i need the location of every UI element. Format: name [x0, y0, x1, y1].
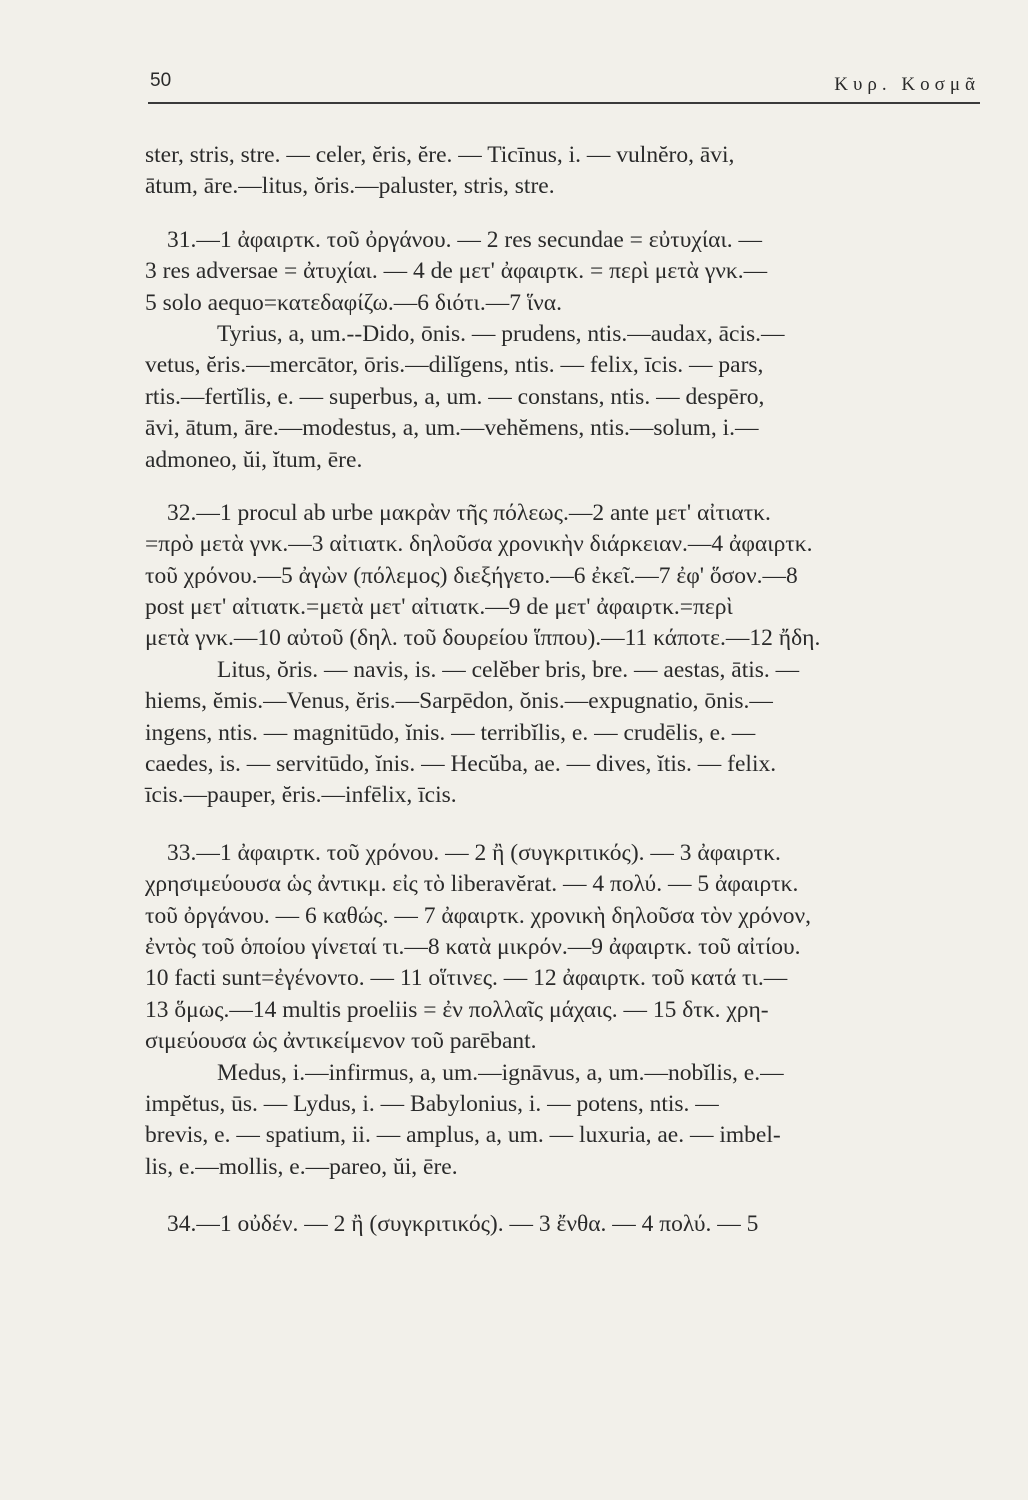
text-line: μετὰ γνκ.—10 αὐτοῦ (δηλ. τοῦ δουρείου ἵππου).—11 κάποτε.—12 ἤδη. [145, 625, 821, 652]
vocabulary-line: Tyrius, a, um.--Dido, ōnis. — prudens, ntis.—audax, ācis.— [217, 320, 785, 347]
vocabulary-line: Medus, i.—infirmus, a, um.—ignāvus, a, um.—nobĭlis, e.— [217, 1059, 784, 1086]
text-line: ātum, āre.—litus, ŏris.—paluster, stris, stre. [145, 173, 555, 200]
text-line: īcis.—pauper, ĕris.—infēlix, īcis. [145, 782, 457, 809]
vocabulary-line: Litus, ŏris. — navis, is. — celĕber bris, bre. — aestas, ātis. — [217, 656, 800, 683]
text-line: rtis.—fertĭlis, e. — superbus, a, um. — constans, ntis. — despēro, [145, 383, 765, 410]
text-line: 13 ὅμως.—14 multis proeliis = ἐν πολλαῖς μάχαις. — 15 δτκ. χρη- [145, 996, 769, 1023]
text-line: admoneo, ŭi, ĭtum, ēre. [145, 446, 363, 473]
text-line: ster, stris, stre. — celer, ĕris, ĕre. — Ticīnus, i. — vulnĕro, āvi, [145, 142, 735, 168]
text-line: lis, e.—mollis, e.—pareo, ŭi, ēre. [145, 1153, 458, 1180]
text-line: 5 solo aequo=κατεδαφίζω.—6 διότι.—7 ἵνα. [145, 289, 562, 316]
running-head: Κυρ. Κοσμᾶ [834, 74, 980, 95]
text-line: τοῦ χρόνου.—5 ἀγὼν (πόλεμος) διεξήγετο.—6 ἐκεῖ.—7 ἐφ' ὅσον.—8 [145, 562, 798, 589]
page-body [145, 140, 983, 1241]
section-32-heading-line: 32.—1 procul ab urbe μακρὰν τῆς πόλεως.—2 ante μετ' αἰτιατκ. [167, 499, 771, 526]
section-34-heading-line: 34.—1 οὐδέν. — 2 ἢ (συγκριτικός). — 3 ἔνθα. — 4 πολύ. — 5 [167, 1211, 759, 1238]
text-line: post μετ' αἰτιατκ.=μετὰ μετ' αἰτιατκ.—9 de μετ' ἀφαιρτκ.=περὶ [145, 594, 733, 621]
text-line: hiems, ĕmis.—Venus, ĕris.—Sarpēdon, ŏnis.—expugnatio, ōnis.— [145, 688, 773, 715]
text-line: impĕtus, ūs. — Lydus, i. — Babylonius, i. — potens, ntis. — [145, 1090, 719, 1117]
section-31-heading-line: 31.—1 ἀφαιρτκ. τοῦ ὀργάνου. — 2 res secundae = εὐτυχίαι. — [167, 226, 763, 253]
text-line: caedes, is. — servitūdo, ĭnis. — Hecŭba, ae. — dives, ĭtis. — felix. [145, 751, 777, 778]
text-line: vetus, ĕris.—mercātor, ōris.—dilĭgens, ntis. — felix, īcis. — pars, [145, 352, 764, 379]
text-line: 3 res adversae = ἀτυχίαι. — 4 de μετ' ἀφαιρτκ. = περὶ μετὰ γνκ.— [145, 258, 768, 285]
text-line: āvi, ātum, āre.—modestus, a, um.—vehĕmens, ntis.—solum, i.— [145, 415, 759, 442]
text-line: 10 facti sunt=ἐγένοντο. — 11 οἵτινες. — 12 ἀφαιρτκ. τοῦ κατά τι.— [145, 965, 788, 992]
text-line: ἐντὸς τοῦ ὁποίου γίνεταί τι.—8 κατὰ μικρόν.—9 ἀφαιρτκ. τοῦ αἰτίου. [145, 933, 801, 960]
text-line: σιμεύουσα ὡς ἀντικείμενον τοῦ parēbant. [145, 1028, 537, 1055]
page-header [148, 68, 980, 104]
section-33-heading-line: 33.—1 ἀφαιρτκ. τοῦ χρόνου. — 2 ἢ (συγκριτικός). — 3 ἀφαιρτκ. [167, 839, 781, 866]
text-line: χρησιμεύουσα ὡς ἀντικμ. εἰς τὸ liberavĕrat. — 4 πολύ. — 5 ἀφαιρτκ. [145, 871, 799, 898]
text-line: ingens, ntis. — magnitūdo, ĭnis. — terribĭlis, e. — crudēlis, e. — [145, 719, 756, 746]
text-line: τοῦ ὀργάνου. — 6 καθώς. — 7 ἀφαιρτκ. χρονικὴ δηλοῦσα τὸν χρόνον, [145, 902, 811, 929]
text-line: brevis, e. — spatium, ii. — amplus, a, um. — luxuria, ae. — imbel- [145, 1122, 781, 1149]
text-line: =πρὸ μετὰ γνκ.—3 αἰτιατκ. δηλοῦσα χρονικὴν διάρκειαν.—4 ἀφαιρτκ. [145, 531, 813, 558]
page-number: 50 [150, 70, 172, 91]
